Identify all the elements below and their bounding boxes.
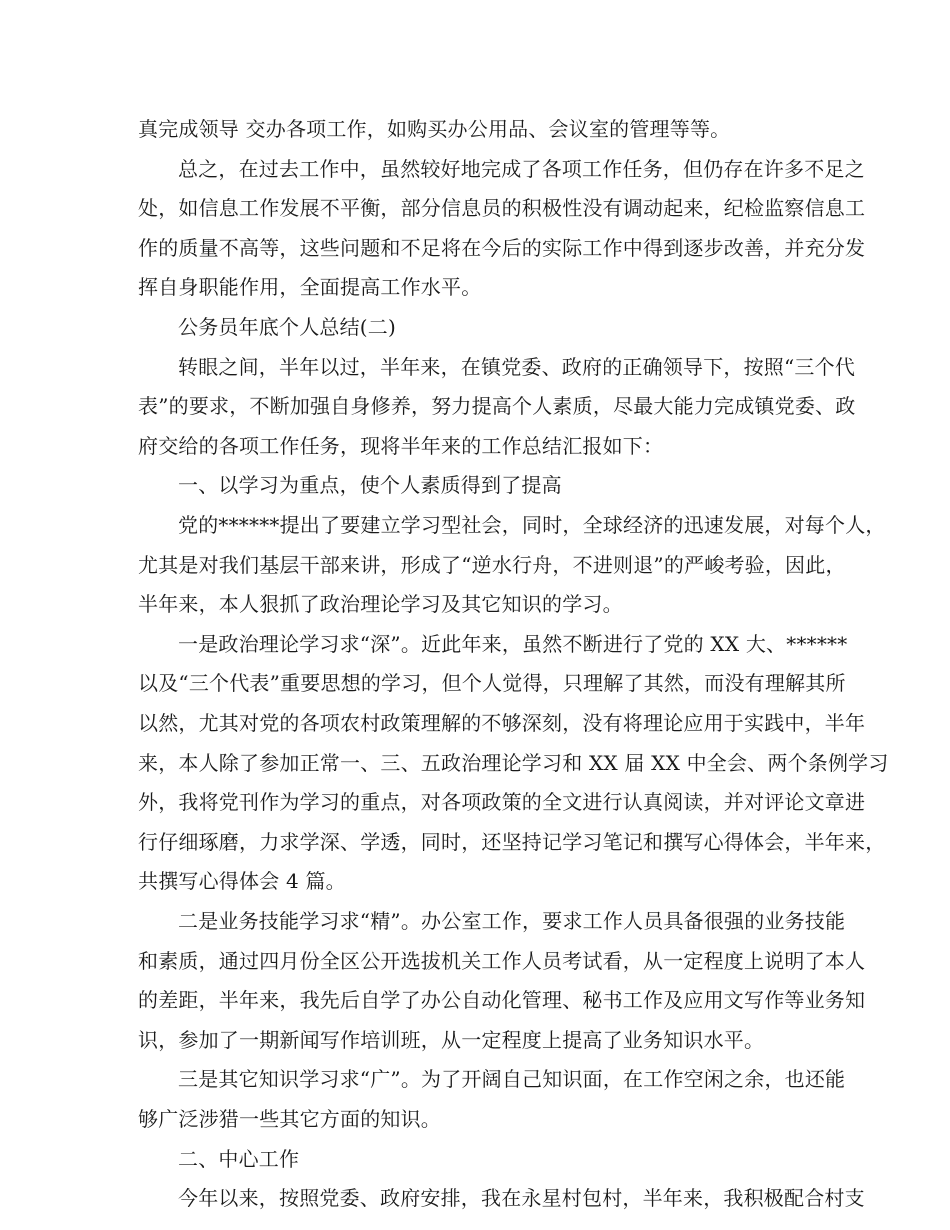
text-line: 以及“三个代表”重要思想的学习，但个人觉得，只理解了其然，而没有理解其所 bbox=[138, 671, 846, 696]
text-line: 共撰写心得体会 4 篇。 bbox=[138, 869, 346, 894]
text-line: 尤其是对我们基层干部来讲，形成了“逆水行舟，不进则退”的严峻考验，因此， bbox=[138, 552, 846, 577]
text-line: 作的质量不高等，这些问题和不足将在今后的实际工作中得到逐步改善，并充分发 bbox=[138, 235, 866, 260]
paragraph-start-line: 总之，在过去工作中，虽然较好地完成了各项工作任务，但仍存在许多不足之 bbox=[178, 156, 865, 181]
text-line: 以然，尤其对党的各项农村政策理解的不够深刻，没有将理论应用于实践中，半年 bbox=[138, 711, 866, 735]
text-line: 识，参加了一期新闻写作培训班，从一定程度上提高了业务知识水平。 bbox=[138, 1027, 765, 1052]
paragraph-start-line: 三是其它知识学习求“广”。为了开阔自己知识面，在工作空闲之余，也还能 bbox=[178, 1067, 846, 1092]
paragraph-start-line: 二是业务技能学习求“精”。办公室工作，要求工作人员具备很强的业务技能 bbox=[178, 909, 846, 933]
section-heading: 二、中心工作 bbox=[178, 1146, 300, 1171]
section-title: 公务员年底个人总结(二) bbox=[178, 315, 397, 339]
paragraph-start-line: 党的******提出了要建立学习型社会，同时，全球经济的迅速发展，对每个人， bbox=[178, 513, 886, 537]
paragraph-start-line: 转眼之间，半年以过，半年来，在镇党委、政府的正确领导下，按照“三个代 bbox=[178, 354, 856, 379]
text-line: 来，本人除了参加正常一、三、五政治理论学习和 XX 届 XX 中全会、两个条例学习 bbox=[138, 750, 889, 775]
text-line: 够广泛涉猎一些其它方面的知识。 bbox=[138, 1107, 441, 1131]
section-heading: 一、以学习为重点，使个人素质得到了提高 bbox=[178, 473, 562, 498]
text-line: 真完成领导 交办各项工作，如购买办公用品、会议室的管理等等。 bbox=[138, 117, 731, 141]
text-line: 行仔细琢磨，力求学深、学透，同时，还坚持记学习笔记和撰写心得体会，半年来， bbox=[138, 829, 886, 854]
text-line: 和素质，通过四月份全区公开选拔机关工作人员考试看，从一定程度上说明了本人 bbox=[138, 948, 866, 973]
text-line: 挥自身职能作用，全面提高工作水平。 bbox=[138, 275, 482, 300]
text-line: 的差距，半年来，我先后自学了办公自动化管理、秘书工作及应用文写作等业务知 bbox=[138, 988, 866, 1013]
paragraph-start-line: 今年以来，按照党委、政府安排，我在永星村包村，半年来，我积极配合村支 bbox=[178, 1186, 865, 1211]
text-line: 府交给的各项工作任务，现将半年来的工作总结汇报如下： bbox=[138, 433, 664, 458]
text-line: 处，如信息工作发展不平衡，部分信息员的积极性没有调动起来，纪检监察信息工 bbox=[138, 196, 866, 221]
text-line: 表”的要求，不断加强自身修养，努力提高个人素质，尽最大能力完成镇党委、政 bbox=[138, 394, 856, 419]
paragraph-start-line: 一是政治理论学习求“深”。近此年来，虽然不断进行了党的 XX 大、****** bbox=[178, 631, 848, 656]
text-line: 外，我将党刊作为学习的重点，对各项政策的全文进行认真阅读，并对评论文章进 bbox=[138, 790, 866, 815]
text-line: 半年来，本人狠抓了政治理论学习及其它知识的学习。 bbox=[138, 592, 623, 617]
